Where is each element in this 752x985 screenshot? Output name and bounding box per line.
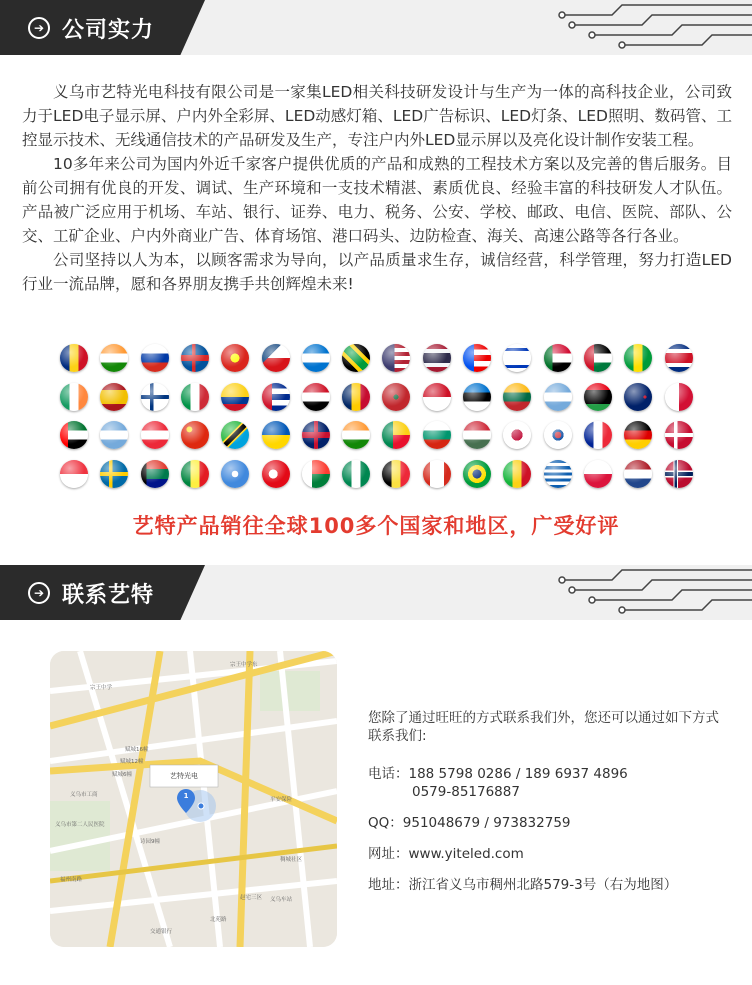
argentina-2-flag-icon xyxy=(100,421,128,449)
greece-flag-icon xyxy=(544,460,572,488)
chad-flag-icon xyxy=(342,383,370,411)
lithuania-flag-icon xyxy=(624,344,652,372)
map-label: 赋城12幢 xyxy=(120,759,144,765)
map-graphic xyxy=(50,651,337,947)
map-label: 宗王中学 xyxy=(90,685,113,691)
map-pin-label: 艺特光电 xyxy=(170,772,198,780)
finland-flag-icon xyxy=(141,383,169,411)
india-flag-icon xyxy=(100,344,128,372)
estonia-flag-icon xyxy=(463,383,491,411)
uae-flag-icon xyxy=(60,421,88,449)
indonesia-flag-icon xyxy=(423,383,451,411)
france-flag-icon xyxy=(584,421,612,449)
costa-rica-flag-icon xyxy=(665,344,693,372)
map-label: 赋城6幢 xyxy=(112,772,132,778)
map-label: 义乌市工商 xyxy=(70,792,98,798)
map-label: 北苑路 xyxy=(210,917,227,923)
south-africa-flag-icon xyxy=(141,460,169,488)
vietnam-flag-icon xyxy=(221,344,249,372)
website-row xyxy=(368,845,728,863)
belgium-flag-icon xyxy=(382,460,410,488)
phone-label: 电话： xyxy=(368,766,409,782)
romania-flag-icon xyxy=(60,344,88,372)
usa-flag-icon xyxy=(382,344,410,372)
map-label: 平安保险 xyxy=(270,797,293,803)
iceland-flag-icon xyxy=(181,344,209,372)
somalia-flag-icon xyxy=(221,460,249,488)
sudan-flag-icon xyxy=(544,344,572,372)
address-label: 地址： xyxy=(368,877,409,893)
senegal-flag-icon xyxy=(181,460,209,488)
israel-flag-icon xyxy=(503,344,531,372)
section-title: 公司实力 xyxy=(62,18,155,43)
jamaica-flag-icon xyxy=(342,344,370,372)
germany-flag-icon xyxy=(624,421,652,449)
singapore-flag-icon xyxy=(60,460,88,488)
map-label: 交通银行 xyxy=(150,929,173,935)
morocco-flag-icon xyxy=(382,383,410,411)
czech-flag-icon xyxy=(262,344,290,372)
new-zealand-flag-icon xyxy=(624,383,652,411)
spain-flag-icon xyxy=(100,383,128,411)
denmark-flag-icon xyxy=(665,421,693,449)
austria-flag-icon xyxy=(141,421,169,449)
phone-row xyxy=(368,765,728,801)
map-label: 诗园9幢 xyxy=(140,839,160,845)
company-intro xyxy=(22,80,732,296)
map-label: 福州南路 xyxy=(60,877,83,883)
slogan: 艺特产品销往全球100多个国家和地区，广受好评 xyxy=(132,514,620,538)
nigeria-flag-icon xyxy=(342,460,370,488)
turkey-flag-icon xyxy=(262,460,290,488)
qq-label: QQ： xyxy=(368,815,403,831)
circuit-decoration-icon xyxy=(552,565,752,620)
map-label: 稠城社区 xyxy=(280,857,303,863)
phone-value-2: 0579-85176887 xyxy=(412,784,520,800)
honduras-flag-icon xyxy=(302,344,330,372)
qq-row xyxy=(368,814,728,832)
section-header-strength xyxy=(0,0,752,55)
uk-flag-icon xyxy=(302,421,330,449)
china-flag-icon xyxy=(181,421,209,449)
panama-flag-icon xyxy=(665,383,693,411)
thailand-flag-icon xyxy=(423,344,451,372)
hungary-flag-icon xyxy=(463,421,491,449)
ireland-flag-icon xyxy=(60,383,88,411)
website-label: 网址： xyxy=(368,846,409,862)
italy-flag-icon xyxy=(181,383,209,411)
korea-flag-icon xyxy=(544,421,572,449)
phone-value: 188 5798 0286 / 189 6937 4896 xyxy=(408,766,628,782)
arrow-right-icon: ➔ xyxy=(28,17,50,39)
map-label: 赵宅三区 xyxy=(240,895,263,901)
contact-info xyxy=(368,709,728,907)
cuba-flag-icon xyxy=(262,383,290,411)
mali-flag-icon xyxy=(503,460,531,488)
qq-value: 951048679 / 973832759 xyxy=(402,815,571,831)
sweden-flag-icon xyxy=(100,460,128,488)
poland-flag-icon xyxy=(584,460,612,488)
section-header-contact xyxy=(0,565,752,620)
brazil-flag-icon xyxy=(463,460,491,488)
russia-flag-icon xyxy=(141,344,169,372)
map-label: 赋城16幢 xyxy=(125,747,149,753)
canada-flag-icon xyxy=(423,460,451,488)
ukraine-flag-icon xyxy=(262,421,290,449)
madagascar-flag-icon xyxy=(302,460,330,488)
intro-paragraph: 义乌市艺特光电科技有限公司是一家集LED相关科技研发设计与生产为一体的高科技企业，公司致力于LED电子显示屏、户内外全彩屏、LED动感灯箱、LED广告标识、LED灯条、LED照明、数码管、工控显示技术、无线通信技术的产品研发及生产，专注户内外LED显示屏以及亮化设计制作安装工程。 xyxy=(22,83,732,149)
norway-flag-icon xyxy=(665,460,693,488)
contact-intro: 您除了通过旺旺的方式联系我们外，您还可以通过如下方式联系我们: xyxy=(368,710,719,744)
map-label: 宗王中学东 xyxy=(230,662,258,668)
intro-paragraph: 10多年来公司为国内外近千家客户提供优质的产品和成熟的工程技术方案以及完善的售后服务。目前公司拥有优良的开发、调试、生产环境和一支技术精湛、素质优良、经验丰富的科技研发人才队伍。产品被广泛应用于机场、车站、银行、证券、电力、税务、公安、学校、邮政、电信、医院、部队、公交、工矿企业、户内外商业广告、体育场馆、港口码头、边防检查、海关、高速公路等各行各业。 xyxy=(22,155,732,245)
map-label: 义乌市第二人民医院 xyxy=(55,822,105,828)
map-label: 义乌车站 xyxy=(270,897,293,903)
arrow-right-icon: ➔ xyxy=(28,582,50,604)
tanzania-flag-icon xyxy=(221,421,249,449)
intro-paragraph: 公司坚持以人为本，以顾客需求为导向，以产品质量求生存，诚信经营，科学管理，努力打造LED行业一流品牌，愿和各界朋友携手共创辉煌未来! xyxy=(22,251,732,293)
india-2-flag-icon xyxy=(342,421,370,449)
libya-flag-icon xyxy=(584,383,612,411)
section-title: 联系艺特 xyxy=(62,583,155,608)
benin-flag-icon xyxy=(382,421,410,449)
japan-flag-icon xyxy=(503,421,531,449)
location-map[interactable] xyxy=(50,651,337,947)
puerto-rico-flag-icon xyxy=(463,344,491,372)
argentina-flag-icon xyxy=(544,383,572,411)
palestine-flag-icon xyxy=(584,344,612,372)
map-pin-number: 1 xyxy=(183,792,189,800)
circuit-decoration-icon xyxy=(552,0,752,55)
website-link[interactable]: www.yiteled.com xyxy=(408,846,524,862)
address-row xyxy=(368,876,728,894)
bulgaria-flag-icon xyxy=(423,421,451,449)
address-value: 浙江省义乌市稠州北路579-3号（右为地图） xyxy=(408,877,678,893)
colombia-flag-icon xyxy=(221,383,249,411)
lithuania-2-flag-icon xyxy=(503,383,531,411)
syria-flag-icon xyxy=(302,383,330,411)
netherlands-flag-icon xyxy=(624,460,652,488)
